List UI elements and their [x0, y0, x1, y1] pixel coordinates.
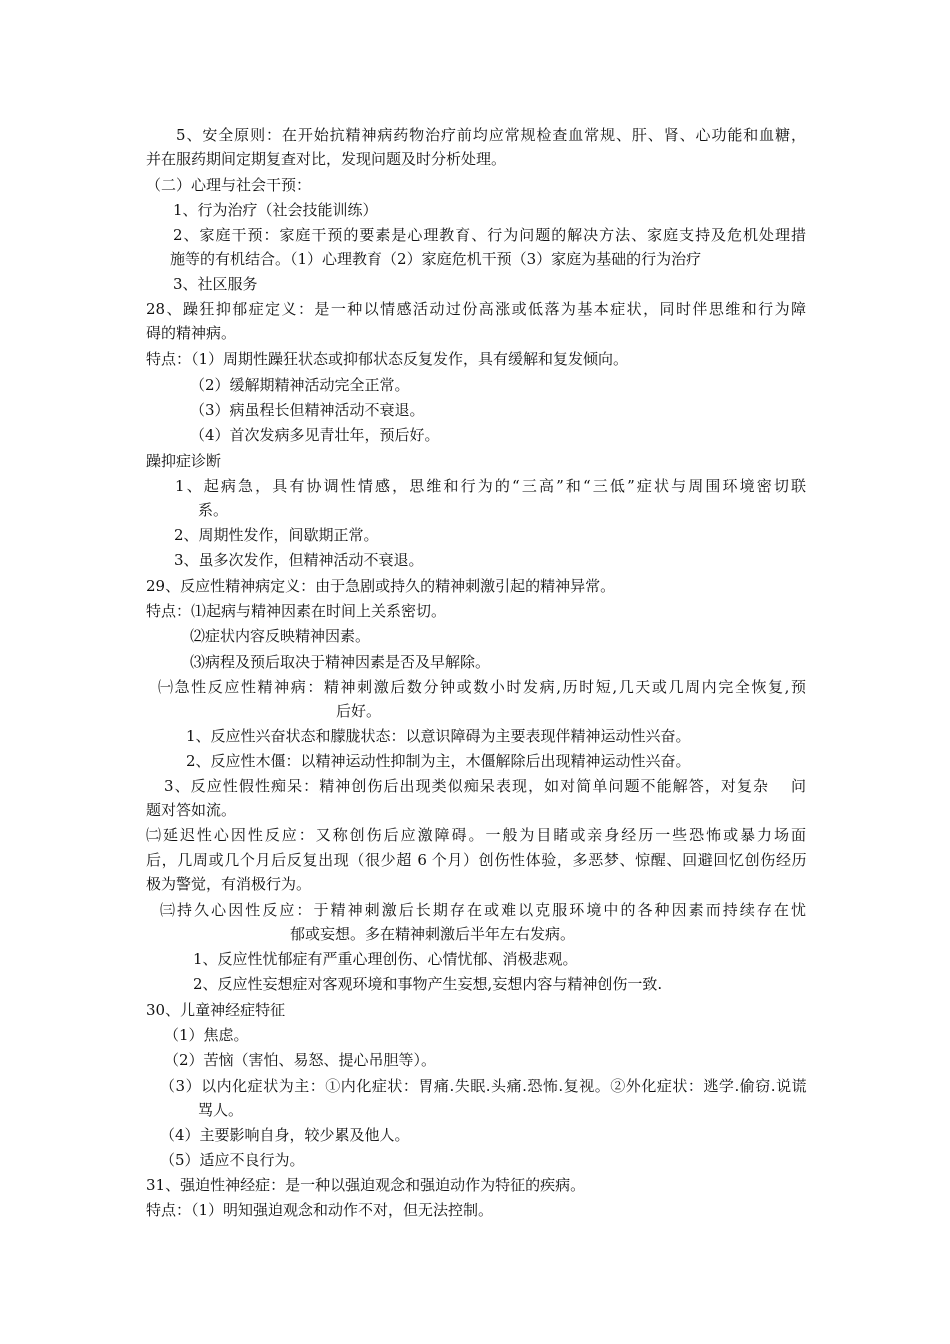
text-line: 题对答如流。 — [146, 801, 237, 819]
section-heading: 31、强迫性神经症：是一种以强迫观念和强迫动作为特征的疾病。 — [146, 1176, 586, 1194]
text-line: 5、安全原则：在开始抗精神病药物治疗前均应常规检查血常规、肝、肾、心功能和血糖， — [176, 126, 806, 144]
text-line: 1、行为治疗（社会技能训练） — [173, 201, 378, 219]
section-heading: 29、反应性精神病定义：由于急剧或持久的精神刺激引起的精神异常。 — [146, 577, 616, 595]
text-line: （2）苦恼（害怕、易怒、提心吊胆等）。 — [164, 1051, 437, 1069]
text-line: 1、反应性忧郁症有严重心理创伤、心情忧郁、消极悲观。 — [193, 950, 578, 968]
text-line: （3）病虽程长但精神活动不衰退。 — [190, 401, 425, 419]
text-line: （4）首次发病多见青壮年，预后好。 — [190, 426, 440, 444]
text-line: 郁或妄想。多在精神刺激后半年左右发病。 — [290, 925, 576, 943]
section-heading: 30、儿童神经症特征 — [146, 1001, 286, 1019]
text-line: （1）焦虑。 — [164, 1026, 249, 1044]
text-line: 系。 — [198, 501, 229, 519]
text-line: 骂人。 — [198, 1101, 244, 1119]
text-line: （5）适应不良行为。 — [160, 1151, 305, 1169]
text-line: 特点：（1）周期性躁狂状态或抑郁状态反复发作，具有缓解和复发倾向。 — [146, 350, 629, 368]
text-line: 极为警觉，有消极行为。 — [146, 875, 312, 893]
text-line: （2）缓解期精神活动完全正常。 — [190, 376, 410, 394]
text-line: 施等的有机结合。（1）心理教育（2）家庭危机干预（3）家庭为基础的行为治疗 — [170, 250, 702, 268]
text-line: 3、虽多次发作，但精神活动不衰退。 — [174, 551, 424, 569]
text-line: ⑶病程及预后取决于精神因素是否及早解除。 — [190, 653, 491, 671]
text-line: 3、反应性假性痴呆：精神创伤后出现类似痴呆表现，如对简单问题不能解答，对复杂 问 — [164, 777, 806, 795]
text-line: 1、起病急，具有协调性情感，思维和行为的“三高”和“三低”症状与周围环境密切联 — [175, 477, 806, 495]
text-line: ㈡延迟性心因性反应：又称创伤后应激障碍。一般为目睹或亲身经历一些恐怖或暴力场面 — [146, 826, 806, 844]
text-line: 2、家庭干预：家庭干预的要素是心理教育、行为问题的解决方法、家庭支持及危机处理措 — [173, 226, 806, 244]
text-line: 特点：（1）明知强迫观念和动作不对，但无法控制。 — [146, 1201, 494, 1219]
text-line: （4）主要影响自身，较少累及他人。 — [160, 1126, 410, 1144]
text-line: 2、周期性发作，间歇期正常。 — [174, 526, 379, 544]
text-line: 碍的精神病。 — [146, 324, 237, 342]
section-heading: 躁抑症诊断 — [146, 452, 222, 470]
text-line: 1、反应性兴奋状态和朦胧状态：以意识障碍为主要表现伴精神运动性兴奋。 — [186, 727, 691, 745]
section-heading: 28、躁狂抑郁症定义：是一种以情感活动过份高涨或低落为基本症状，同时伴思维和行为障 — [146, 300, 806, 318]
section-heading: （二）心理与社会干预： — [146, 176, 312, 194]
text-line: 2、反应性木僵：以精神运动性抑制为主，木僵解除后出现精神运动性兴奋。 — [186, 752, 691, 770]
text-line: ㈢持久心因性反应：于精神刺激后长期存在或难以克服环境中的各种因素而持续存在忧 — [160, 901, 806, 919]
text-line: 特点：⑴起病与精神因素在时间上关系密切。 — [146, 602, 447, 620]
text-line: 后，几周或几个月后反复出现（很少超 6 个月）创伤性体验，多恶梦、惊醒、回避回忆创伤经历 — [146, 851, 806, 869]
text-line: 2、反应性妄想症对客观环境和事物产生妄想,妄想内容与精神创伤一致. — [193, 975, 663, 993]
text-line: ⑵症状内容反映精神因素。 — [190, 627, 371, 645]
text-line: 并在服药期间定期复查对比，发现问题及时分析处理。 — [146, 150, 507, 168]
text-line: （3）以内化症状为主：①内化症状：胃痛.失眠.头痛.恐怖.复视。②外化症状：逃学.偷窃.说谎 — [160, 1077, 806, 1095]
text-line: ㈠急性反应性精神病：精神刺激后数分钟或数小时发病,历时短,几天或几周内完全恢复,预 — [158, 678, 806, 696]
text-line: 后好。 — [336, 702, 382, 720]
text-line: 3、社区服务 — [173, 275, 258, 293]
